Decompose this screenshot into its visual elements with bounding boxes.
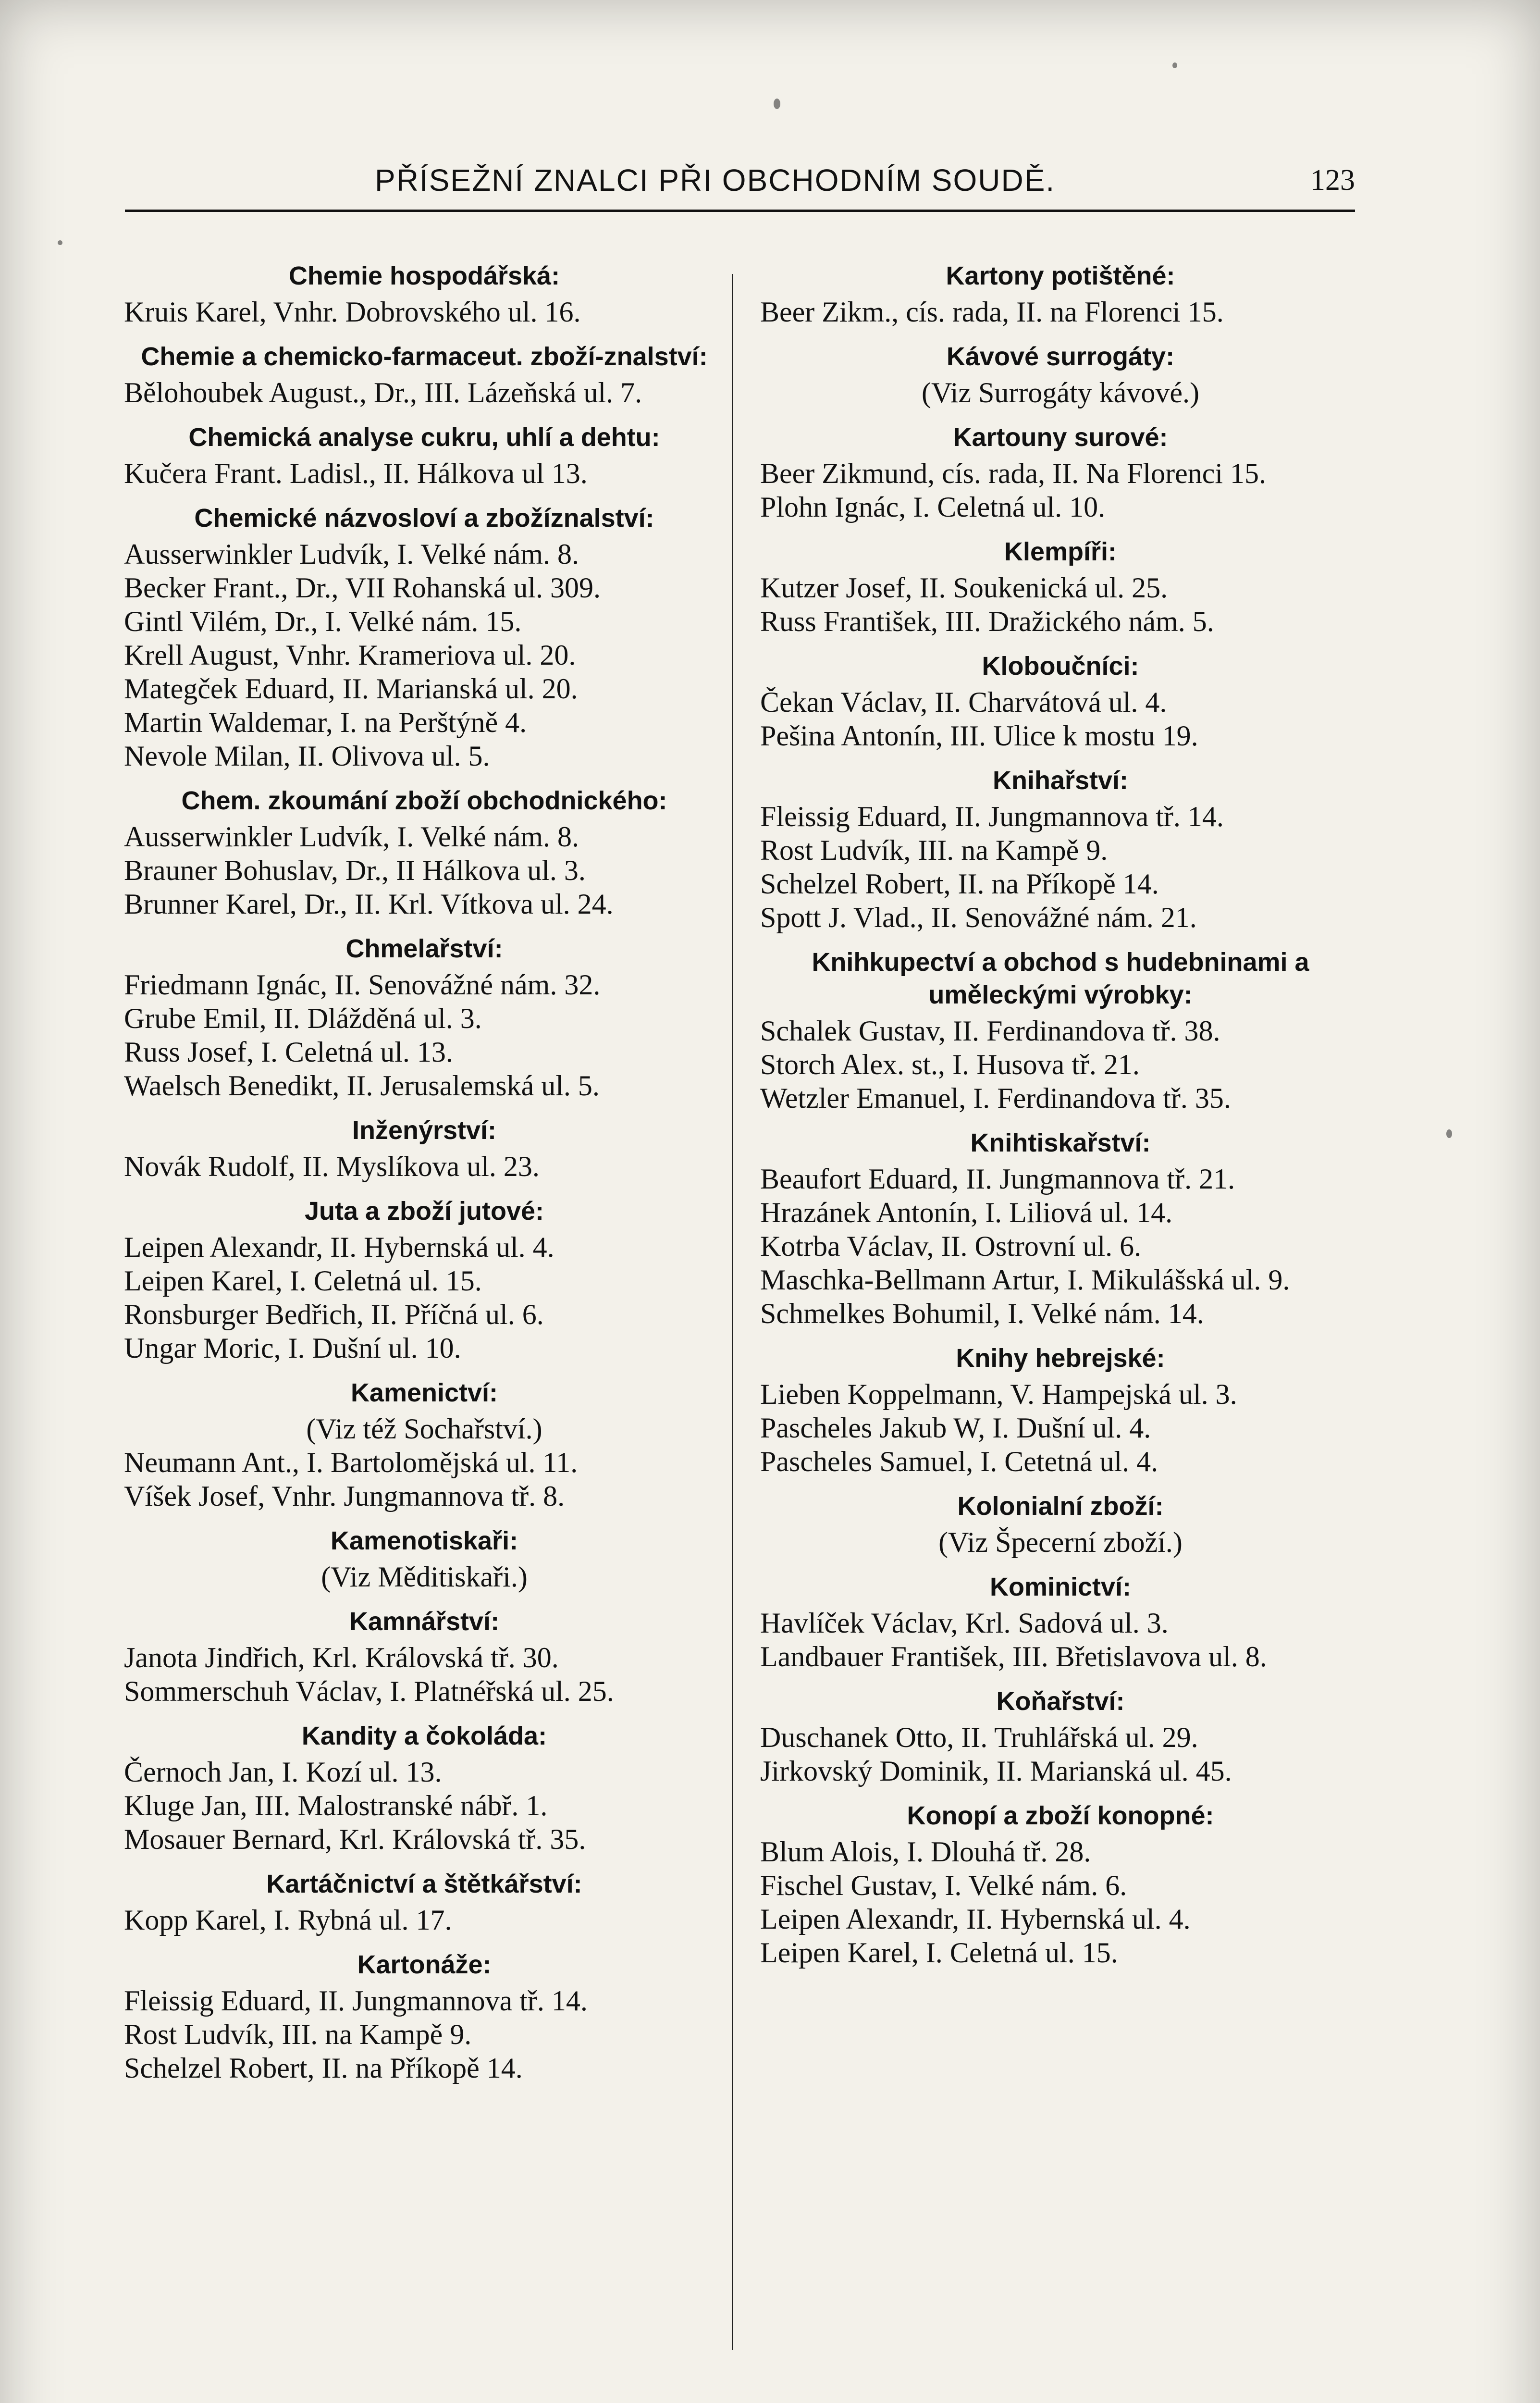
directory-entry: Schmelkes Bohumil, I. Velké nám. 14. <box>760 1298 1204 1329</box>
directory-entry: Wetzler Emanuel, I. Ferdinandova tř. 35. <box>760 1082 1231 1114</box>
directory-entry: Víšek Josef, Vnhr. Jungmannova tř. 8. <box>124 1480 565 1512</box>
section-heading: Knihtiskařství: <box>970 1128 1151 1157</box>
column-divider <box>732 274 733 2350</box>
directory-entry: Beer Zikm., cís. rada, II. na Florenci 15. <box>760 296 1224 328</box>
directory-entry: Pascheles Jakub W, I. Dušní ul. 4. <box>760 1412 1151 1444</box>
directory-entry: Janota Jindřich, Krl. Královská tř. 30. <box>124 1642 559 1673</box>
directory-entry: Ungar Moric, I. Dušní ul. 10. <box>124 1332 461 1364</box>
directory-entry: Beer Zikmund, cís. rada, II. Na Florenci 15. <box>760 458 1267 489</box>
cross-reference-note: (Viz Špecerní zboží.) <box>938 1526 1183 1558</box>
section-heading: Chemická analyse cukru, uhlí a dehtu: <box>188 423 660 452</box>
directory-section <box>124 1376 725 1513</box>
directory-entry: Fischel Gustav, I. Velké nám. 6. <box>760 1870 1127 1901</box>
section-heading: Chem. zkoumání zboží obchodnického: <box>181 786 667 815</box>
section-heading: Kartouny surové: <box>953 423 1168 452</box>
directory-entry: Leipen Alexandr, II. Hybernská ul. 4. <box>124 1231 554 1263</box>
directory-section <box>760 1490 1361 1559</box>
section-heading: Koňařství: <box>996 1687 1125 1716</box>
section-heading: Kartáčnictví a štětkářství: <box>266 1870 582 1898</box>
directory-section <box>124 784 725 921</box>
section-heading: Knihkupectví a obchod s hudebninami a uměleckými výrobky: <box>812 948 1309 1009</box>
directory-section <box>124 260 725 329</box>
directory-entry: Kučera Frant. Ladisl., II. Hálkova ul 13. <box>124 458 588 489</box>
directory-section <box>760 1127 1361 1330</box>
directory-section <box>124 340 725 409</box>
directory-section <box>124 1524 725 1594</box>
section-heading: Chemie a chemicko-farmaceut. zboží-znalství: <box>141 342 708 371</box>
directory-entry: Pascheles Samuel, I. Cetetná ul. 4. <box>760 1446 1158 1477</box>
section-heading: Chemické názvosloví a zbožíznalství: <box>194 504 654 533</box>
directory-entry: Russ Josef, I. Celetná ul. 13. <box>124 1036 453 1068</box>
section-heading: Kamnářství: <box>349 1607 500 1636</box>
section-heading: Konopí a zboží konopné: <box>907 1801 1214 1830</box>
directory-entry: Lieben Koppelmann, V. Hampejská ul. 3. <box>760 1378 1237 1410</box>
directory-entry: Havlíček Václav, Krl. Sadová ul. 3. <box>760 1607 1169 1639</box>
directory-entry: Ronsburger Bedřich, II. Příčná ul. 6. <box>124 1299 544 1330</box>
directory-entry: Bělohoubek August., Dr., III. Lázeňská ul. 7. <box>124 377 642 409</box>
directory-entry: Brunner Karel, Dr., II. Krl. Vítkova ul. 24. <box>124 888 614 920</box>
directory-entry: Nevole Milan, II. Olivova ul. 5. <box>124 740 490 772</box>
directory-entry: Grube Emil, II. Dlážděná ul. 3. <box>124 1003 482 1034</box>
directory-entry: Russ František, III. Dražického nám. 5. <box>760 606 1214 637</box>
right-column <box>760 260 1361 1981</box>
section-heading: Kartonáže: <box>357 1950 492 1979</box>
directory-entry: Fleissig Eduard, II. Jungmannova tř. 14. <box>124 1985 588 2017</box>
directory-section <box>124 932 725 1102</box>
directory-section <box>124 421 725 490</box>
section-heading: Klempíři: <box>1004 537 1117 566</box>
directory-entry: Kluge Jan, III. Malostranské nábř. 1. <box>124 1790 548 1821</box>
directory-entry: Kotrba Václav, II. Ostrovní ul. 6. <box>760 1230 1142 1262</box>
directory-entry: Ausserwinkler Ludvík, I. Velké nám. 8. <box>124 821 579 853</box>
directory-entry: Storch Alex. st., I. Husova tř. 21. <box>760 1049 1140 1080</box>
running-title: PŘÍSEŽNÍ ZNALCI PŘI OBCHODNÍM SOUDĚ. <box>375 163 1056 198</box>
directory-entry: Waelsch Benedikt, II. Jerusalemská ul. 5. <box>124 1070 600 1102</box>
directory-section <box>760 1342 1361 1478</box>
directory-entry: Novák Rudolf, II. Myslíkova ul. 23. <box>124 1151 540 1182</box>
cross-reference-note: (Viz Surrogáty kávové.) <box>922 377 1199 409</box>
directory-entry: Kutzer Josef, II. Soukenická ul. 25. <box>760 572 1168 604</box>
directory-section <box>124 1720 725 1856</box>
cross-reference-note: (Viz Měditiskaři.) <box>321 1561 528 1593</box>
directory-section <box>760 650 1361 753</box>
directory-entry: Leipen Alexandr, II. Hybernská ul. 4. <box>760 1903 1191 1935</box>
directory-entry: Rost Ludvík, III. na Kampě 9. <box>760 834 1108 866</box>
directory-entry: Jirkovský Dominik, II. Marianská ul. 45. <box>760 1755 1232 1787</box>
section-heading: Knihy hebrejské: <box>956 1344 1165 1373</box>
directory-entry: Duschanek Otto, II. Truhlářská ul. 29. <box>760 1722 1198 1753</box>
directory-entry: Leipen Karel, I. Celetná ul. 15. <box>760 1937 1118 1969</box>
directory-entry: Schelzel Robert, II. na Příkopě 14. <box>124 2052 523 2084</box>
directory-section <box>124 1948 725 2085</box>
directory-entry: Schalek Gustav, II. Ferdinandova tř. 38. <box>760 1015 1220 1047</box>
directory-entry: Becker Frant., Dr., VII Rohanská ul. 309. <box>124 572 601 604</box>
directory-entry: Kruis Karel, Vnhr. Dobrovského ul. 16. <box>124 296 581 328</box>
section-heading: Juta a zboží jutové: <box>304 1197 544 1226</box>
directory-entry: Sommerschuh Václav, I. Platnéřská ul. 25. <box>124 1675 614 1707</box>
section-heading: Kávové surrogáty: <box>946 342 1175 371</box>
header-rule <box>125 210 1355 212</box>
cross-reference-note: (Viz též Sochařství.) <box>306 1413 542 1445</box>
section-heading: Kloboučníci: <box>982 652 1139 681</box>
directory-section <box>760 764 1361 934</box>
directory-entry: Maschka-Bellmann Artur, I. Mikulášská ul. 9. <box>760 1264 1290 1296</box>
directory-entry: Čekan Václav, II. Charvátová ul. 4. <box>760 686 1167 718</box>
directory-section <box>124 1868 725 1937</box>
directory-entry: Mategček Eduard, II. Marianská ul. 20. <box>124 673 578 705</box>
section-heading: Inženýrství: <box>352 1116 497 1145</box>
section-heading: Chemie hospodářská: <box>288 261 560 290</box>
section-heading: Knihařství: <box>992 766 1129 795</box>
directory-entry: Leipen Karel, I. Celetná ul. 15. <box>124 1265 482 1297</box>
section-heading: Kamenotiskaři: <box>330 1526 518 1555</box>
section-heading: Kartony potištěné: <box>946 261 1175 290</box>
directory-entry: Plohn Ignác, I. Celetná ul. 10. <box>760 491 1106 523</box>
directory-entry: Martin Waldemar, I. na Perštýně 4. <box>124 706 527 738</box>
directory-entry: Spott J. Vlad., II. Senovážné nám. 21. <box>760 902 1197 933</box>
directory-entry: Neumann Ant., I. Bartolomějská ul. 11. <box>124 1447 578 1478</box>
directory-entry: Brauner Bohuslav, Dr., II Hálkova ul. 3. <box>124 855 586 886</box>
directory-section <box>760 535 1361 638</box>
directory-section <box>124 1605 725 1708</box>
directory-entry: Černoch Jan, I. Kozí ul. 13. <box>124 1756 442 1788</box>
section-heading: Kamenictví: <box>350 1378 498 1407</box>
section-heading: Kolonialní zboží: <box>957 1492 1164 1521</box>
left-column <box>124 260 725 2096</box>
directory-entry: Schelzel Robert, II. na Příkopě 14. <box>760 868 1159 900</box>
directory-section <box>760 1571 1361 1673</box>
directory-entry: Mosauer Bernard, Krl. Královská tř. 35. <box>124 1823 586 1855</box>
ink-speck <box>1172 62 1177 68</box>
section-heading: Kominictví: <box>989 1573 1132 1601</box>
directory-entry: Hrazánek Antonín, I. Liliová ul. 14. <box>760 1197 1173 1228</box>
directory-entry: Gintl Vilém, Dr., I. Velké nám. 15. <box>124 606 522 637</box>
directory-entry: Rost Ludvík, III. na Kampě 9. <box>124 2019 472 2050</box>
directory-section <box>760 946 1361 1115</box>
directory-section <box>760 260 1361 329</box>
directory-entry: Fleissig Eduard, II. Jungmannova tř. 14. <box>760 801 1224 832</box>
directory-section <box>124 502 725 773</box>
directory-entry: Beaufort Eduard, II. Jungmannova tř. 21. <box>760 1163 1235 1195</box>
directory-entry: Ausserwinkler Ludvík, I. Velké nám. 8. <box>124 538 579 570</box>
directory-entry: Landbauer František, III. Břetislavova ul. 8. <box>760 1641 1267 1672</box>
section-heading: Chmelařství: <box>345 934 503 963</box>
directory-entry: Kopp Karel, I. Rybná ul. 17. <box>124 1904 452 1936</box>
section-heading: Kandity a čokoláda: <box>301 1722 547 1750</box>
directory-section <box>760 1685 1361 1788</box>
directory-entry: Friedmann Ignác, II. Senovážné nám. 32. <box>124 969 601 1001</box>
directory-section <box>124 1114 725 1183</box>
directory-entry: Blum Alois, I. Dlouhá tř. 28. <box>760 1836 1091 1868</box>
ink-speck <box>1446 1129 1452 1138</box>
directory-section <box>760 340 1361 409</box>
directory-entry: Krell August, Vnhr. Krameriova ul. 20. <box>124 639 576 671</box>
directory-entry: Pešina Antonín, III. Ulice k mostu 19. <box>760 720 1198 752</box>
directory-section <box>760 1799 1361 1969</box>
ink-speck <box>774 99 780 109</box>
directory-section <box>124 1195 725 1365</box>
directory-section <box>760 421 1361 524</box>
page-header <box>125 153 1355 220</box>
page-number: 123 <box>1310 164 1355 197</box>
ink-speck <box>58 240 62 245</box>
